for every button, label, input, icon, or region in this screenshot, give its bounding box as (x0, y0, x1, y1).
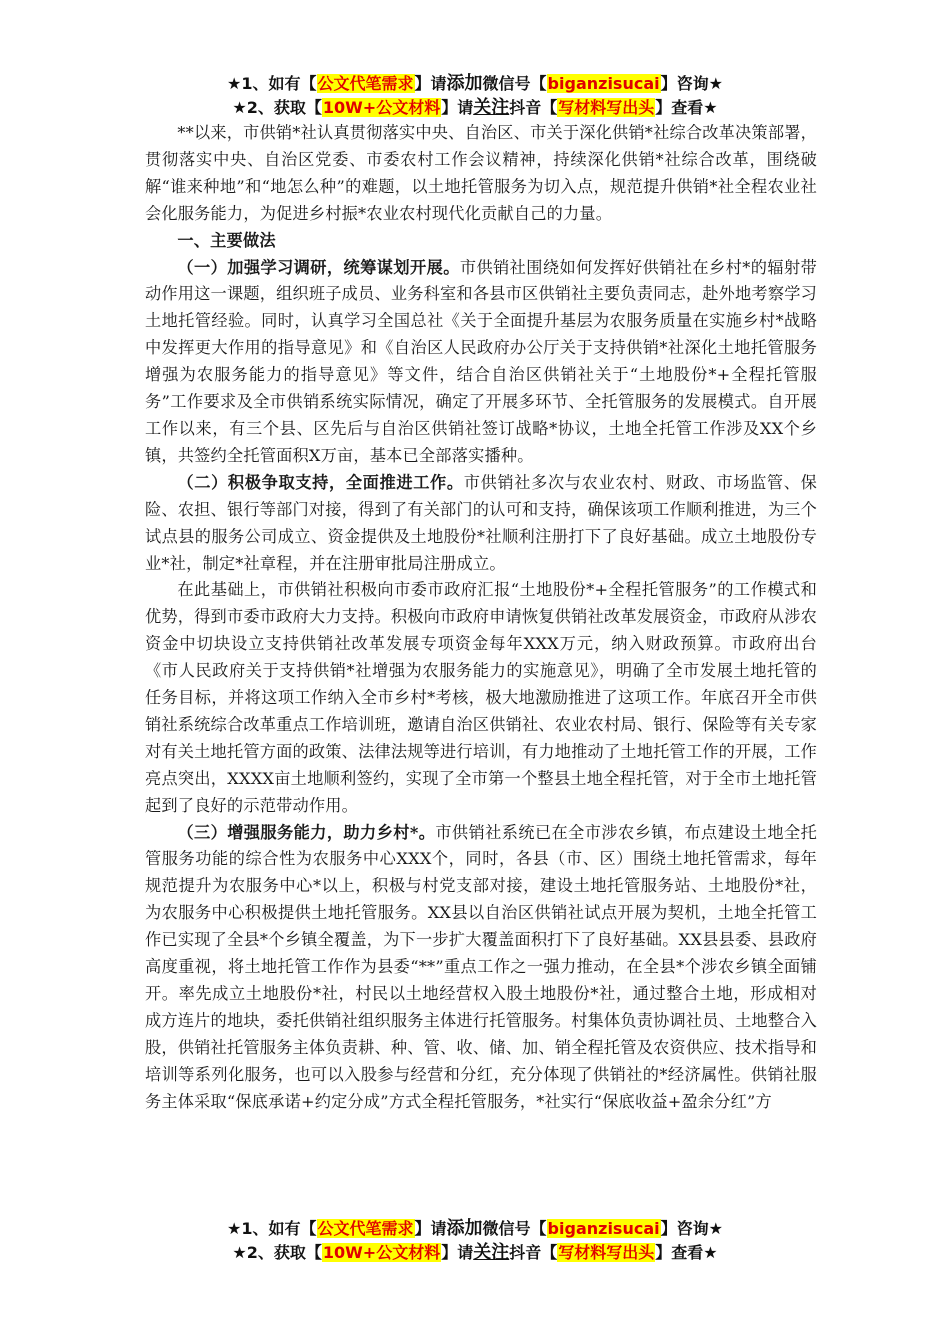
paragraph-1-body: 市供销社围绕如何发挥好供销社在乡村*的辐射带动作用这一课题，组织班子成员、业务科室和各县市区供销社主要负责同志，赴外地考察学习土地托管经验。同时，认真学习全国总社《关于全面提升基层为农服务质量在实施乡村*战略中发挥更大作用的指导意见》和《自治区人民政府办公厅关于支持供销*社深化土地托管服务增强为农服务能力的指导意见》等文件，结合自治区供销社关于“土地股份*+全程托管服务”工作要求及全市供销系统实际情况，确定了开展多环节、全托管服务的发展模式。自开展工作以来，有三个县、区先后与自治区供销社签订战略*协议，土地全托管工作涉及XX个乡镇，共签约全托管面积X万亩，基本已全部落实播种。 (145, 257, 817, 465)
promo-text: 】查看★ (655, 98, 718, 117)
promo-text: 】请 (441, 98, 474, 117)
promo-emphasis: 添加 (446, 73, 483, 94)
paragraph-4 (145, 820, 817, 1116)
paragraph-4-heading: （三）增强服务能力，助力乡村*。 (177, 822, 436, 842)
promo-text: 微信号【 (482, 74, 547, 93)
section-heading: 一、主要做法 (177, 230, 276, 250)
intro-paragraph: **以来，市供销*社认真贯彻落实中央、自治区、市关于深化供销*社综合改革决策部署，贯彻落实中央、自治区党委、市委农村工作会议精神，持续深化供销*社综合改革，围绕破解“谁来种地”和“地怎么种”的难题，以土地托管服务为切入点，规范提升供销*社全程农业社会化服务能力，为促进乡村振*农业农村现代化贡献自己的力量。 (145, 123, 817, 223)
promo-highlight: 10W+公文材料 (322, 1243, 441, 1262)
paragraph-1-heading: （一）加强学习调研，统筹谋划开展。 (177, 257, 460, 277)
promo-text: 】请 (441, 1243, 474, 1262)
promo-douyin-account: 写材料写出头 (558, 98, 655, 117)
promo-line-2 (0, 96, 950, 120)
promo-emphasis: 关注 (473, 97, 510, 118)
promo-douyin-account: 写材料写出头 (558, 1243, 655, 1262)
paragraph-2 (145, 470, 817, 578)
document-body (145, 120, 817, 1116)
promo-text: 】请 (414, 74, 447, 93)
promo-text: 抖音【 (509, 98, 558, 117)
promo-text: ★1、如有【 (227, 74, 317, 93)
promo-wechat-id: biganzisucai (547, 74, 660, 93)
promo-line-2 (0, 1241, 950, 1265)
promo-text: 】请 (414, 1219, 447, 1238)
promo-highlight: 公文代笔需求 (317, 74, 414, 93)
paragraph-4-body: 市供销社系统已在全市涉农乡镇，布点建设土地全托管服务功能的综合性为农服务中心XXX个，同时，各县（市、区）围绕土地托管需求，每年规范提升为农服务中心*以上，积极与村党支部对接，建设土地托管服务站、土地股份*社，为农服务中心积极提供土地托管服务。XX县以自治区供销社试点开展为契机，土地全托管工作已实现了全县*个乡镇全覆盖，为下一步扩大覆盖面积打下了良好基础。XX县县委、县政府高度重视，将土地托管工作作为县委“**”重点工作之一强力推动，在全县*个涉农乡镇全面铺开。率先成立土地股份*社，村民以土地经营权入股土地股份*社，通过整合土地，形成相对成方连片的地块，委托供销社组织服务主体进行托管服务。村集体负责协调社员、土地整合入股，供销社托管服务主体负责耕、种、管、收、储、加、销全程托管及农资供应、技术指导和培训等系列化服务，也可以入股参与经营和分红，充分体现了供销社的*经济属性。供销社服务主体采取“保底承诺+约定分成”方式全程托管服务，*社实行“保底收益+盈余分红”方 (145, 822, 817, 1111)
promo-banner-bottom (0, 1217, 950, 1265)
promo-banner-top (0, 72, 950, 120)
paragraph-2-body: 市供销社多次与农业农村、财政、市场监管、保险、农担、银行等部门对接，得到了有关部门的认可和支持，确保该项工作顺利推进，为三个试点县的服务公司成立、资金提供及土地股份*社顺利注册打下了良好基础。成立土地股份专业*社，制定*社章程，并在注册审批局注册成立。 (145, 472, 817, 573)
promo-text: ★1、如有【 (227, 1219, 317, 1238)
paragraph-3: 在此基础上，市供销社积极向市委市政府汇报“土地股份*+全程托管服务”的工作模式和优势，得到市委市政府大力支持。积极向市政府申请恢复供销社改革发展资金，市政府从涉农资金中切块设立支持供销社改革发展专项资金每年XXX万元，纳入财政预算。市政府出台《市人民政府关于支持供销*社增强为农服务能力的实施意见》，明确了全市发展土地托管的任务目标，并将这项工作纳入全市乡村*考核，极大地激励推进了这项工作。年底召开全市供销社系统综合改革重点工作培训班，邀请自治区供销社、农业农村局、银行、保险等有关专家对有关土地托管方面的政策、法律法规等进行培训，有力地推动了土地托管工作的开展，工作亮点突出，XXXX亩土地顺利签约，实现了全市第一个整县土地全程托管，对于全市土地托管起到了良好的示范带动作用。 (145, 580, 817, 815)
promo-text: 】咨询★ (660, 74, 723, 93)
promo-line-1 (0, 72, 950, 96)
paragraph-1 (145, 255, 817, 470)
promo-emphasis: 添加 (446, 1218, 483, 1239)
promo-line-1 (0, 1217, 950, 1241)
promo-wechat-id: biganzisucai (547, 1219, 660, 1238)
promo-text: 抖音【 (509, 1243, 558, 1262)
promo-highlight: 10W+公文材料 (322, 98, 441, 117)
promo-highlight: 公文代笔需求 (317, 1219, 414, 1238)
promo-text: ★2、获取【 (232, 1243, 322, 1262)
promo-text: 】咨询★ (660, 1219, 723, 1238)
promo-emphasis: 关注 (473, 1242, 510, 1263)
promo-text: 微信号【 (482, 1219, 547, 1238)
paragraph-2-heading: （二）积极争取支持，全面推进工作。 (177, 472, 464, 492)
promo-text: 】查看★ (655, 1243, 718, 1262)
promo-text: ★2、获取【 (232, 98, 322, 117)
